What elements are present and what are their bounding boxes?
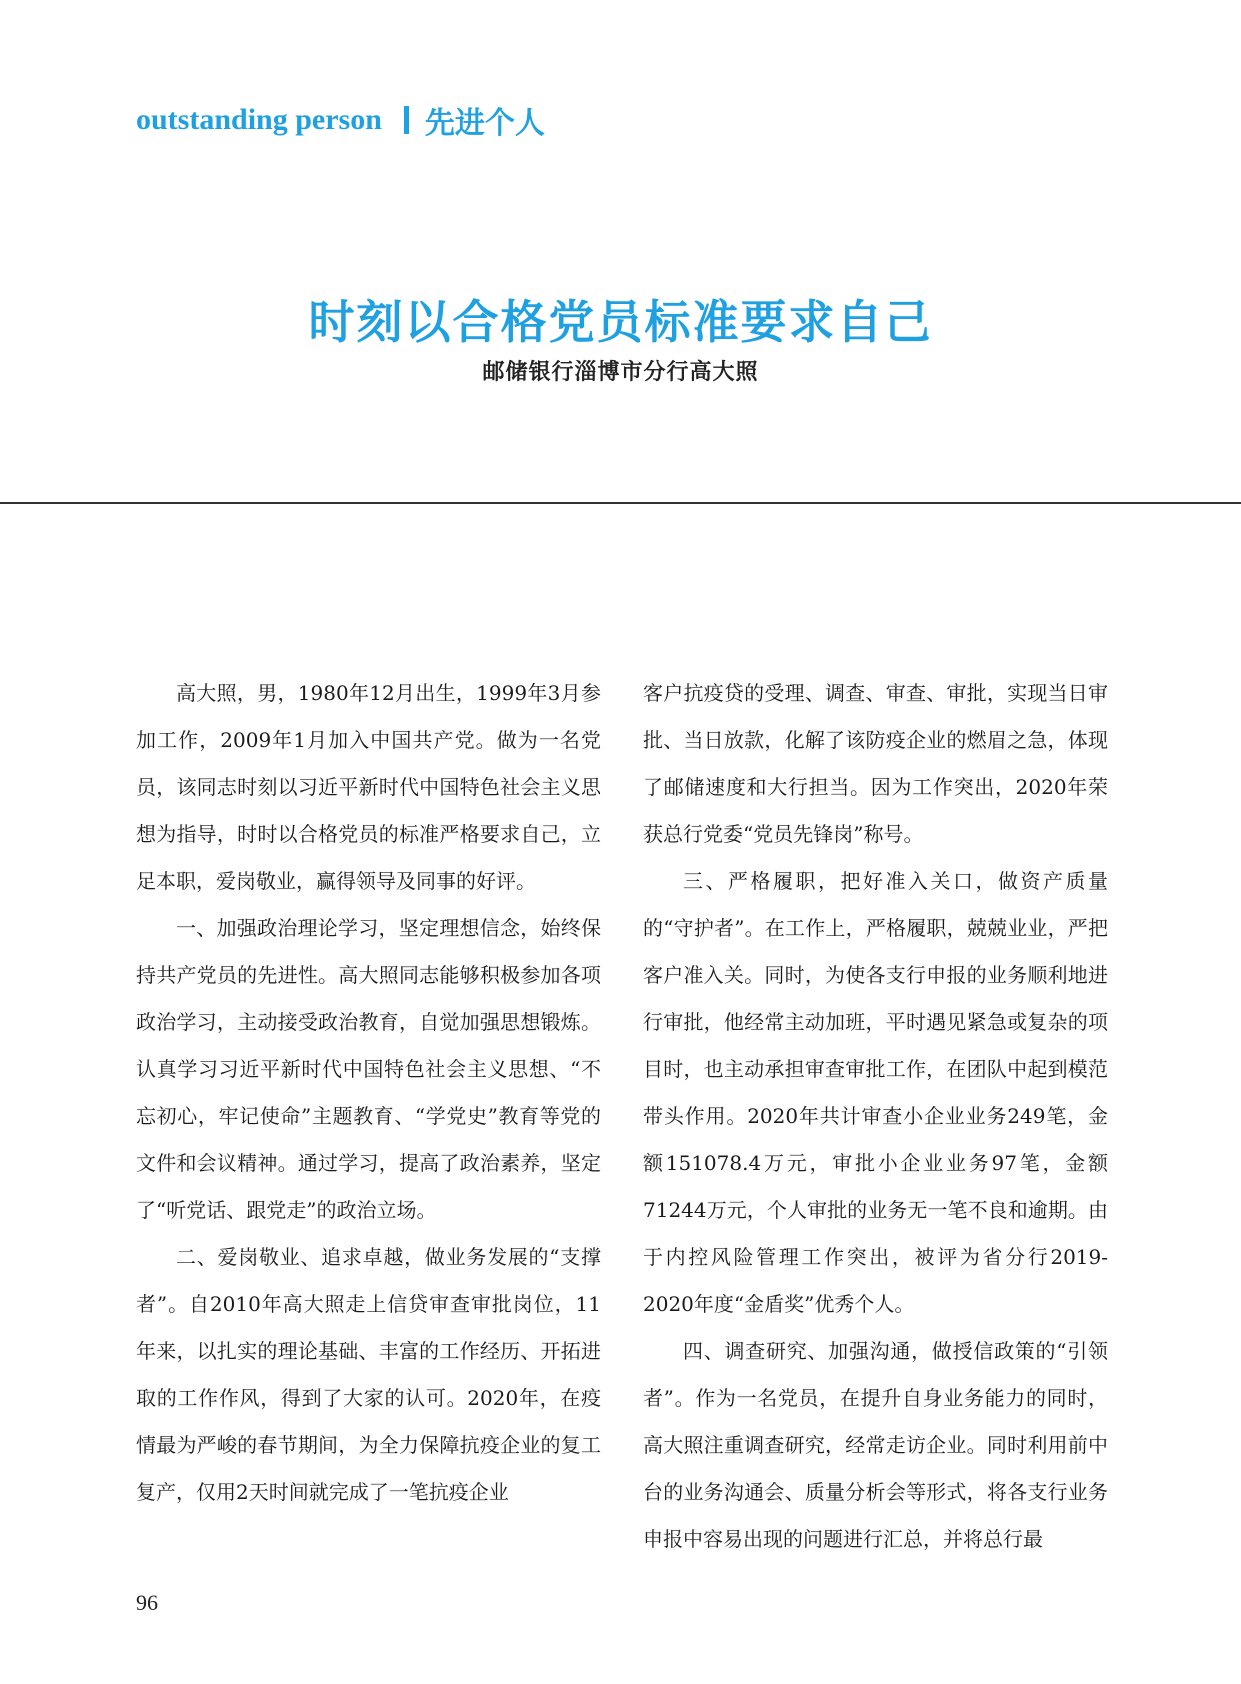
section-label-cn: 先进个人 bbox=[424, 106, 545, 141]
article-title: 时刻以合格党员标准要求自己 bbox=[308, 295, 933, 349]
article-byline: 邮储银行淄博市分行高大照 bbox=[482, 360, 759, 385]
paragraph: 一、加强政治理论学习，坚定理想信念，始终保持共产党员的先进性。高大照同志能够积极参加各项政治学习，主动接受政治教育，自觉加强思想锻炼。认真学习习近平新时代中国特色社会主义思想、“不忘初心，牢记使命”主题教育、“学党史”教育等党的文件和会议精神。通过学习，提高了政治素养，坚定了“听党话、跟党走”的政治立场。 bbox=[136, 916, 601, 1222]
header-divider bbox=[0, 502, 1241, 504]
paragraph-continuation: 客户抗疫贷的受理、调查、审查、审批，实现当日审批、当日放款，化解了该防疫企业的燃眉之急，体现了邮储速度和大行担当。因为工作突出，2020年荣获总行党委“党员先锋岗”称号。 bbox=[643, 681, 1108, 846]
paragraph: 三、严格履职，把好准入关口，做资产质量的“守护者”。在工作上，严格履职，兢兢业业，严把客户准入关。同时，为使各支行申报的业务顺利地进行审批，他经常主动加班，平时遇见紧急或复杂的项目时，也主动承担审查审批工作，在团队中起到模范带头作用。2020年共计审查小企业业务249笔，金额151078.4万元，审批小企业业务97笔，金额71244万元，个人审批的业务无一笔不良和逾期。由于内控风险管理工作突出，被评为省分行2019-2020年度“金盾奖”优秀个人。 bbox=[643, 869, 1108, 1316]
paragraph: 高大照，男，1980年12月出生，1999年3月参加工作，2009年1月加入中国共产党。做为一名党员，该同志时刻以习近平新时代中国特色社会主义思想为指导，时时以合格党员的标准严格要求自己，立足本职，爱岗敬业，赢得领导及同事的好评。 bbox=[136, 681, 601, 893]
left-column bbox=[136, 670, 601, 1516]
section-divider bbox=[404, 106, 409, 134]
right-column bbox=[643, 670, 1108, 1563]
section-label-en: outstanding person bbox=[136, 103, 382, 136]
paragraph: 二、爱岗敬业、追求卓越，做业务发展的“支撑者”。自2010年高大照走上信贷审查审批岗位，11年来，以扎实的理论基础、丰富的工作经历、开拓进取的工作作风，得到了大家的认可。2020年，在疫情最为严峻的春节期间，为全力保障抗疫企业的复工复产，仅用2天时间就完成了一笔抗疫企业 bbox=[136, 1245, 601, 1504]
section-header bbox=[136, 98, 545, 142]
page-number: 96 bbox=[136, 1590, 158, 1615]
paragraph: 四、调查研究、加强沟通，做授信政策的“引领者”。作为一名党员，在提升自身业务能力的同时，高大照注重调查研究，经常走访企业。同时利用前中台的业务沟通会、质量分析会等形式，将各支行业务申报中容易出现的问题进行汇总，并将总行最 bbox=[643, 1339, 1108, 1551]
